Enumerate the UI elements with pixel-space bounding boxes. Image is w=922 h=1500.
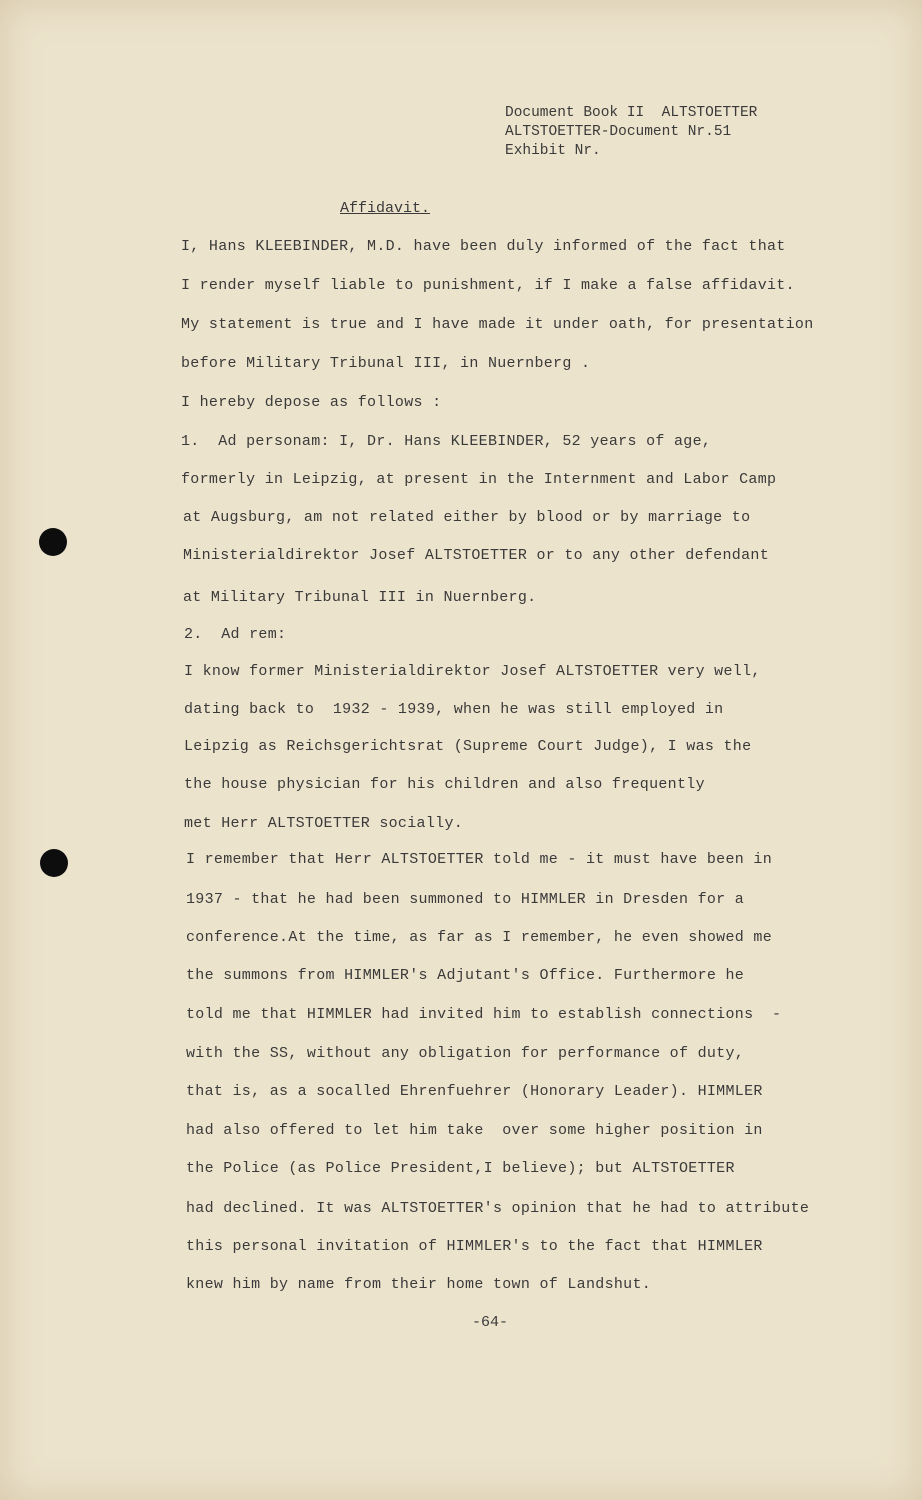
body-line: I remember that Herr ALTSTOETTER told me - it must have been in [186,851,772,868]
body-line: told me that HIMMLER had invited him to establish connections - [186,1006,782,1023]
punch-hole [39,528,67,556]
body-line: had also offered to let him take over some higher position in [186,1122,763,1139]
body-line: the house physician for his children and also frequently [184,776,705,793]
header-line-2: ALTSTOETTER-Document Nr.51 [505,124,732,140]
body-line: met Herr ALTSTOETTER socially. [184,815,464,832]
body-line: 2. Ad rem: [184,626,287,643]
header-line-1: Document Book II ALTSTOETTER [505,105,758,121]
body-line: this personal invitation of HIMMLER's to the fact that HIMMLER [186,1238,763,1255]
body-line: I render myself liable to punishment, if I make a false affidavit. [181,277,795,294]
body-line: Ministerialdirektor Josef ALTSTOETTER or to any other defendant [183,547,769,564]
body-line: My statement is true and I have made it under oath, for presentation [181,316,814,333]
body-line: at Augsburg, am not related either by blood or by marriage to [183,509,751,526]
page-number: -64- [472,1314,509,1331]
body-line: formerly in Leipzig, at present in the Internment and Labor Camp [181,471,777,488]
body-line: 1. Ad personam: I, Dr. Hans KLEEBINDER, 52 years of age, [181,433,712,450]
body-line: conference.At the time, as far as I remember, he even showed me [186,929,772,946]
body-line: the Police (as Police President,I believe); but ALTSTOETTER [186,1160,735,1177]
body-line: before Military Tribunal III, in Nuernberg . [181,355,591,372]
body-line: 1937 - that he had been summoned to HIMMLER in Dresden for a [186,891,745,908]
body-line: with the SS, without any obligation for performance of duty, [186,1045,745,1062]
body-line: Leipzig as Reichsgerichtsrat (Supreme Court Judge), I was the [184,738,752,755]
header-line-3: Exhibit Nr. [505,143,601,159]
punch-hole [40,849,68,877]
body-line: knew him by name from their home town of Landshut. [186,1276,652,1293]
body-line: had declined. It was ALTSTOETTER's opinion that he had to attribute [186,1200,810,1217]
body-line: the summons from HIMMLER's Adjutant's Office. Furthermore he [186,967,745,984]
body-line: dating back to 1932 - 1939, when he was still employed in [184,701,724,718]
affidavit-title: Affidavit. [340,200,431,217]
document-header [505,104,757,161]
body-line: at Military Tribunal III in Nuernberg. [183,589,537,606]
body-line: that is, as a socalled Ehrenfuehrer (Honorary Leader). HIMMLER [186,1083,763,1100]
body-line: I, Hans KLEEBINDER, M.D. have been duly informed of the fact that [181,238,786,255]
body-line: I know former Ministerialdirektor Josef ALTSTOETTER very well, [184,663,761,680]
body-line: I hereby depose as follows : [181,394,442,411]
